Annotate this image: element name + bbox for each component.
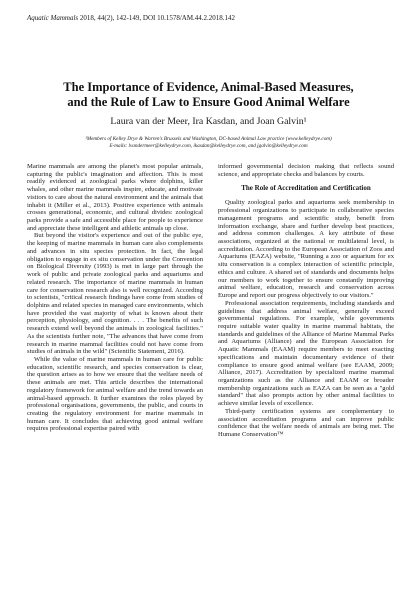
section-heading: The Role of Accreditation and Certification [241,184,371,193]
affiliation-line-1: ¹Members of Kelley Drye & Warren's Brussels and Washington, DC-based Animal Law practice (www.kelleydrye.com) [85,136,332,142]
left-column [27,163,203,587]
title-line-2: and the Rule of Law to Ensure Good Animal Welfare [67,95,350,109]
paragraph: Third-party certification systems are complementary to association accreditation programs and can improve public confidence that the welfare needs of animals are being met. The Humane Conservation™ [218,407,394,438]
paragraph: While the value of marine mammals in human care for public education, scientific research, and species conservation is clear, the question arises as to how we ensure that the welfare needs of these animals are met. This article describes the international regulatory framework for animal welfare and the trend towards an animal-based approach. It further examines the roles played by professional organisations, governments, the public, and courts in creating the regulatory environment for marine mammals in human care. It concludes that achieving good animal welfare requires professional expertise paired with [27,355,203,433]
paragraph: Quality zoological parks and aquariums seek membership in professional organizations to participate in collaborative species management programs and scientific study, benefit from information exchange, share and further develop best practices, and address common challenges. A key attribute of these associations, organized at the national or multilateral level, is accreditation. According to the European Association of Zoos and Aquariums (EAZA) website, "Running a zoo or aquarium for ex situ conservation is a complex interaction of scientific principle, ethics and culture. A shared set of standards and documents helps our members to work together to ensure constantly improving animal welfare, education, research and conservation across Europe and report our progress objectively to our visitors." [218,199,394,300]
affiliation-emails: E-mails: lvandermeer@kelleydrye.com, ikasdan@kelleydrye.com, and jgalvin@kelleydrye.com [109,143,308,149]
paragraph: But beyond the visitor's experience and out of the public eye, the keeping of marine mammals in human care also complements and advances in situ species protection. In fact, the legal obligation to engage in ex situ conservation under the Convention on Biological Diversity (1993) is met in large part through the work of public and private zoological parks and aquariums and related research. The importance of marine mammals in human care for conservation research also is well recognized. According to scientists, "critical research findings have come from studies of dolphins and related species in managed care environments, which have provided the vast majority of what is known about their perception, physiology, and cognition. . . . The benefits of such research extend well beyond the animals in zoological facilities." As the scientists further note, "The advances that have come from research in marine mammal facilities could not have come from studies of animals in the wild" (Scientific Statement, 2016). [27,232,203,356]
journal-name: Aquatic Mammals [27,14,79,22]
title-line-1: The Importance of Evidence, Animal-Based Measures, [63,80,354,94]
affiliation [20,136,397,150]
right-column [218,163,394,587]
article-title [20,80,397,110]
paragraph: Professional association requirements, including standards and guidelines that address animal welfare, generally exceed governmental regulations. For example, while governments require suitable water quality in marine mammal habitats, the standards and guidelines of the Alliance of Marine Mammal Parks and Aquariums (Alliance) and the European Association for Aquatic Mammals (EAAM) require members to meet exacting specifications and maintain documentary evidence of their compliance to ensure good animal welfare (see EAAM, 2009; Alliance, 2017). Accreditation by specialized marine mammal organizations such as the Alliance and EAAM or broader membership organizations such as EAZA can be seen as a "gold standard" that also prompts action by other animal facilities to achieve similar levels of excellence. [218,299,394,408]
paragraph: informed governmental decision making that reflects sound science, and appropriate checks and balances by courts. [218,163,394,178]
paragraph: Marine mammals are among the planet's most popular animals, capturing the public's imagination and affection. This is most readily evidenced at zoological parks where dolphins, killer whales, and other marine mammals inspire, educate, and motivate visitors to care about the natural environment and the animals that inhabit it (Miller et al., 2013). Positive experience with animals crosses generational, economic, and cultural divides: zoological parks provide a safe and accessible place for people to experience and appreciate these intelligent and athletic animals up close. [27,163,203,232]
journal-header [27,14,387,23]
authors: Laura van der Meer, Ira Kasdan, and Joan Galvin¹ [110,116,307,127]
journal-citation: 2018, 44(2), 142-149, DOI 10.1578/AM.44.2.2018.142 [78,14,236,22]
